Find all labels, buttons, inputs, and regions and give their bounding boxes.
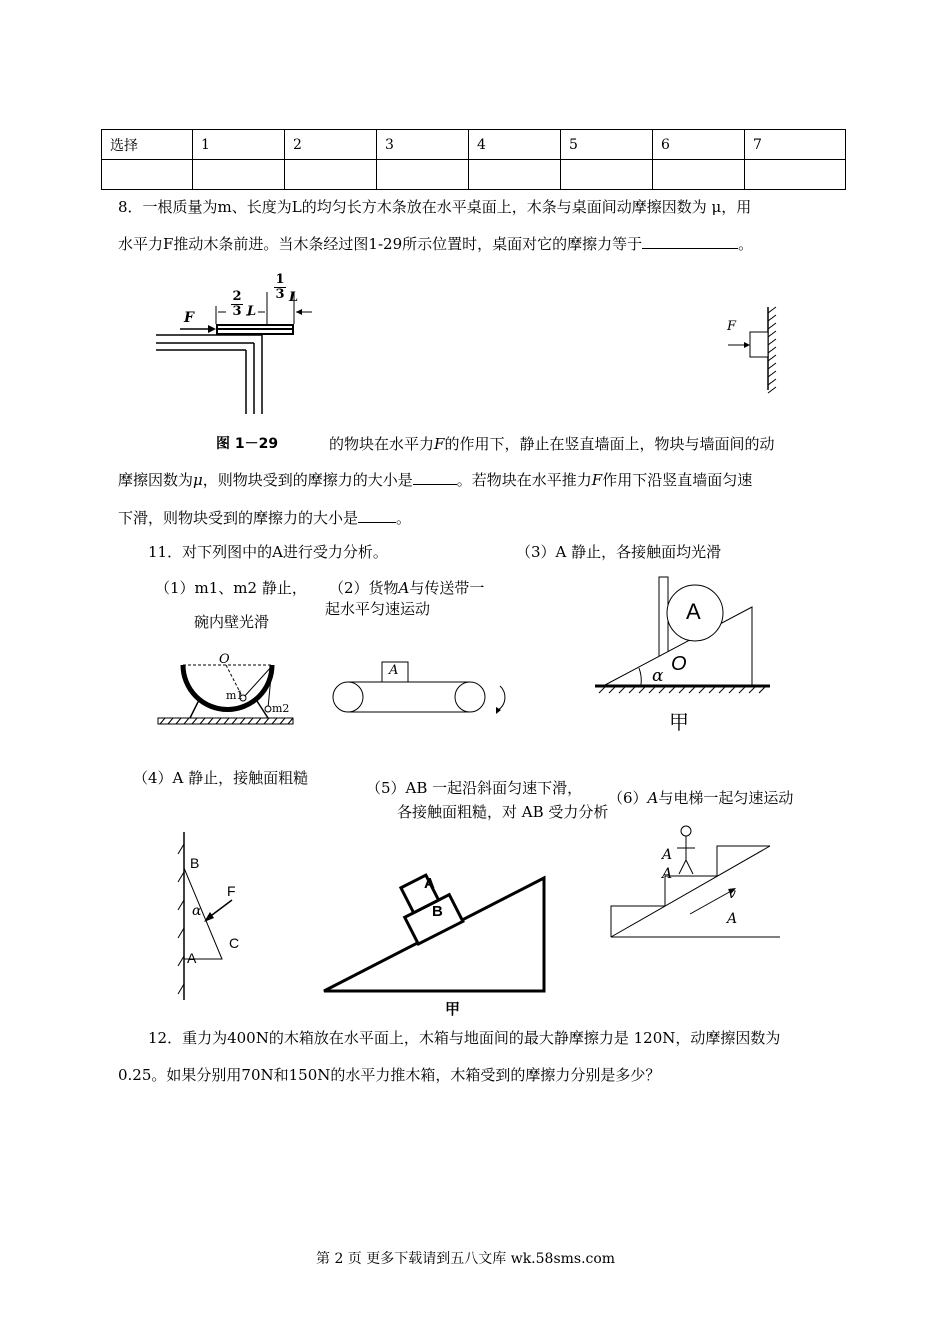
- q12-line2: 0.25。如果分别用70N和150N的水平力推木箱，木箱受到的摩擦力分别是多少？: [118, 1066, 661, 1084]
- fig-1-29-frac2: [274, 273, 286, 302]
- q10-line1-a: 的物块在水平力: [329, 435, 435, 453]
- case3-alpha-label: α: [652, 666, 664, 686]
- case3-jia-label: 甲: [669, 710, 689, 734]
- fig-1-29-caption: 图 1－29: [216, 436, 279, 452]
- q11-case2-b: 与传送带一: [409, 579, 485, 597]
- case4-f-label: F: [227, 883, 236, 899]
- q10-line3-b: 。: [396, 509, 412, 527]
- q11-case2-A: A: [398, 579, 410, 597]
- answer-table-cell: 3: [377, 130, 469, 160]
- answer-cell: [469, 160, 561, 190]
- case3-o-label: O: [671, 653, 687, 675]
- case4-c-label: C: [229, 935, 240, 951]
- case4-alpha-label: α: [192, 903, 202, 919]
- q11-case6-a: （6）: [608, 789, 648, 807]
- q12-line1: 12．重力为400N的木箱放在水平面上，木箱与地面间的最大静摩擦力是 120N，动摩擦因数为: [148, 1029, 781, 1047]
- answer-cell: [102, 160, 193, 190]
- case1-o-label: O: [219, 652, 230, 667]
- page-footer: 第 2 页 更多下载请到五八文库 wk.58sms.com: [316, 1251, 616, 1267]
- fig-1-29-f-label: F: [184, 310, 194, 326]
- wall-block-f-label: F: [727, 319, 737, 334]
- q10-line2-mu: μ: [193, 471, 203, 489]
- q11-case5-caption-line2: 各接触面粗糙，对 AB 受力分析: [397, 803, 609, 821]
- case1-m1-label: m1: [226, 689, 244, 702]
- case6-a-label-3: A: [727, 911, 738, 927]
- case5-a-label: A: [424, 875, 435, 892]
- q11-title: 11．对下列图中的A进行受力分析。: [148, 543, 388, 561]
- q10-line2-a: 摩擦因数为: [118, 471, 194, 489]
- case6-a-label-2: A: [662, 866, 673, 882]
- q11-case3-caption: （3）A 静止，各接触面均光滑: [516, 543, 722, 561]
- frac2-l: L: [289, 290, 299, 305]
- frac1-numerator: 2: [232, 289, 242, 304]
- answer-table-cell: 6: [653, 130, 745, 160]
- fig-1-29-frac1: [231, 290, 243, 319]
- case4-a-label: A: [187, 950, 197, 966]
- answer-table-header-row: [102, 130, 846, 160]
- q11-case2-caption-line1: [329, 578, 484, 598]
- q10-line2-d: 作用下沿竖直墙面匀速: [602, 471, 753, 489]
- frac1-denominator: 3: [232, 304, 242, 319]
- answer-cell: [561, 160, 653, 190]
- q11-case6-A: A: [647, 789, 659, 807]
- q11-case4-caption: （4）A 静止，接触面粗糙: [133, 769, 309, 787]
- answer-cell: [377, 160, 469, 190]
- q11-case1-caption-line1: （1）m1、m2 静止，: [155, 579, 307, 597]
- case5-b-label: B: [432, 903, 443, 920]
- q10-line3-a: 下滑，则物块受到的摩擦力的大小是: [118, 509, 359, 527]
- case2-a-label: A: [389, 663, 399, 678]
- q10-answer-blank-2: [358, 522, 396, 523]
- q10-line2-b: ，则物块受到的摩擦力的大小是: [202, 471, 413, 489]
- answer-table-cell: 2: [285, 130, 377, 160]
- case5-jia-label: 甲: [445, 1000, 461, 1018]
- q10-answer-blank-1: [413, 484, 457, 485]
- q10-line2-c: 。若物块在水平推力: [456, 471, 592, 489]
- answer-cell: [653, 160, 745, 190]
- answer-table-answer-row: [102, 160, 846, 190]
- case2-conveyor-figure: [328, 660, 518, 720]
- q10-line2: [118, 470, 752, 490]
- case3-ball-a-label: A: [686, 599, 701, 624]
- q8-line2: [118, 234, 753, 254]
- answer-cell: [745, 160, 846, 190]
- frac2-denominator: 3: [275, 287, 285, 302]
- answer-table: [101, 129, 846, 190]
- frac1-l: L: [247, 304, 257, 319]
- q8-line2-text: 水平力F推动木条前进。当木条经过图1-29所示位置时，桌面对它的摩擦力等于: [118, 235, 643, 253]
- q10-line1-b: 的作用下，静止在竖直墙面上，物块与墙面间的动: [444, 435, 775, 453]
- frac2-numerator: 1: [275, 272, 285, 287]
- case3-ball-wedge-figure: [595, 575, 775, 695]
- answer-table-cell: 选择: [102, 130, 193, 160]
- q10-line2-f: F: [591, 471, 603, 489]
- q8-line2-end: 。: [738, 235, 754, 253]
- case6-escalator-figure: [605, 818, 785, 940]
- case6-a-label-1: A: [662, 847, 673, 863]
- answer-table-cell: 7: [745, 130, 846, 160]
- answer-cell: [193, 160, 285, 190]
- case4-wall-wedge-figure: [172, 830, 242, 1002]
- q11-case6-b: 与电梯一起匀速运动: [658, 789, 794, 807]
- q11-case1-caption-line2: 碗内壁光滑: [194, 613, 270, 631]
- case1-m2-label: m2: [272, 702, 290, 715]
- answer-table-cell: 4: [469, 130, 561, 160]
- q10-line1-f: F: [434, 435, 445, 453]
- answer-table-cell: 5: [561, 130, 653, 160]
- q10-line1: [329, 434, 774, 454]
- answer-table-cell: 1: [193, 130, 285, 160]
- q11-case2-caption-line2: 起水平匀速运动: [325, 600, 431, 618]
- q11-case6-caption: [608, 788, 793, 808]
- case5-incline-figure: [320, 860, 550, 995]
- q11-case2-a: （2）货物: [329, 579, 399, 597]
- case4-b-label: B: [190, 855, 200, 871]
- case6-v-label: v: [728, 886, 736, 902]
- q11-case5-caption-line1: （5）AB 一起沿斜面匀速下滑，: [366, 779, 583, 797]
- q8-line1: 8．一根质量为m、长度为L的均匀长方木条放在水平桌面上，木条与桌面间动摩擦因数为 μ，用: [118, 198, 752, 216]
- q8-answer-blank: [642, 248, 738, 249]
- q10-line3: [118, 508, 411, 528]
- answer-cell: [285, 160, 377, 190]
